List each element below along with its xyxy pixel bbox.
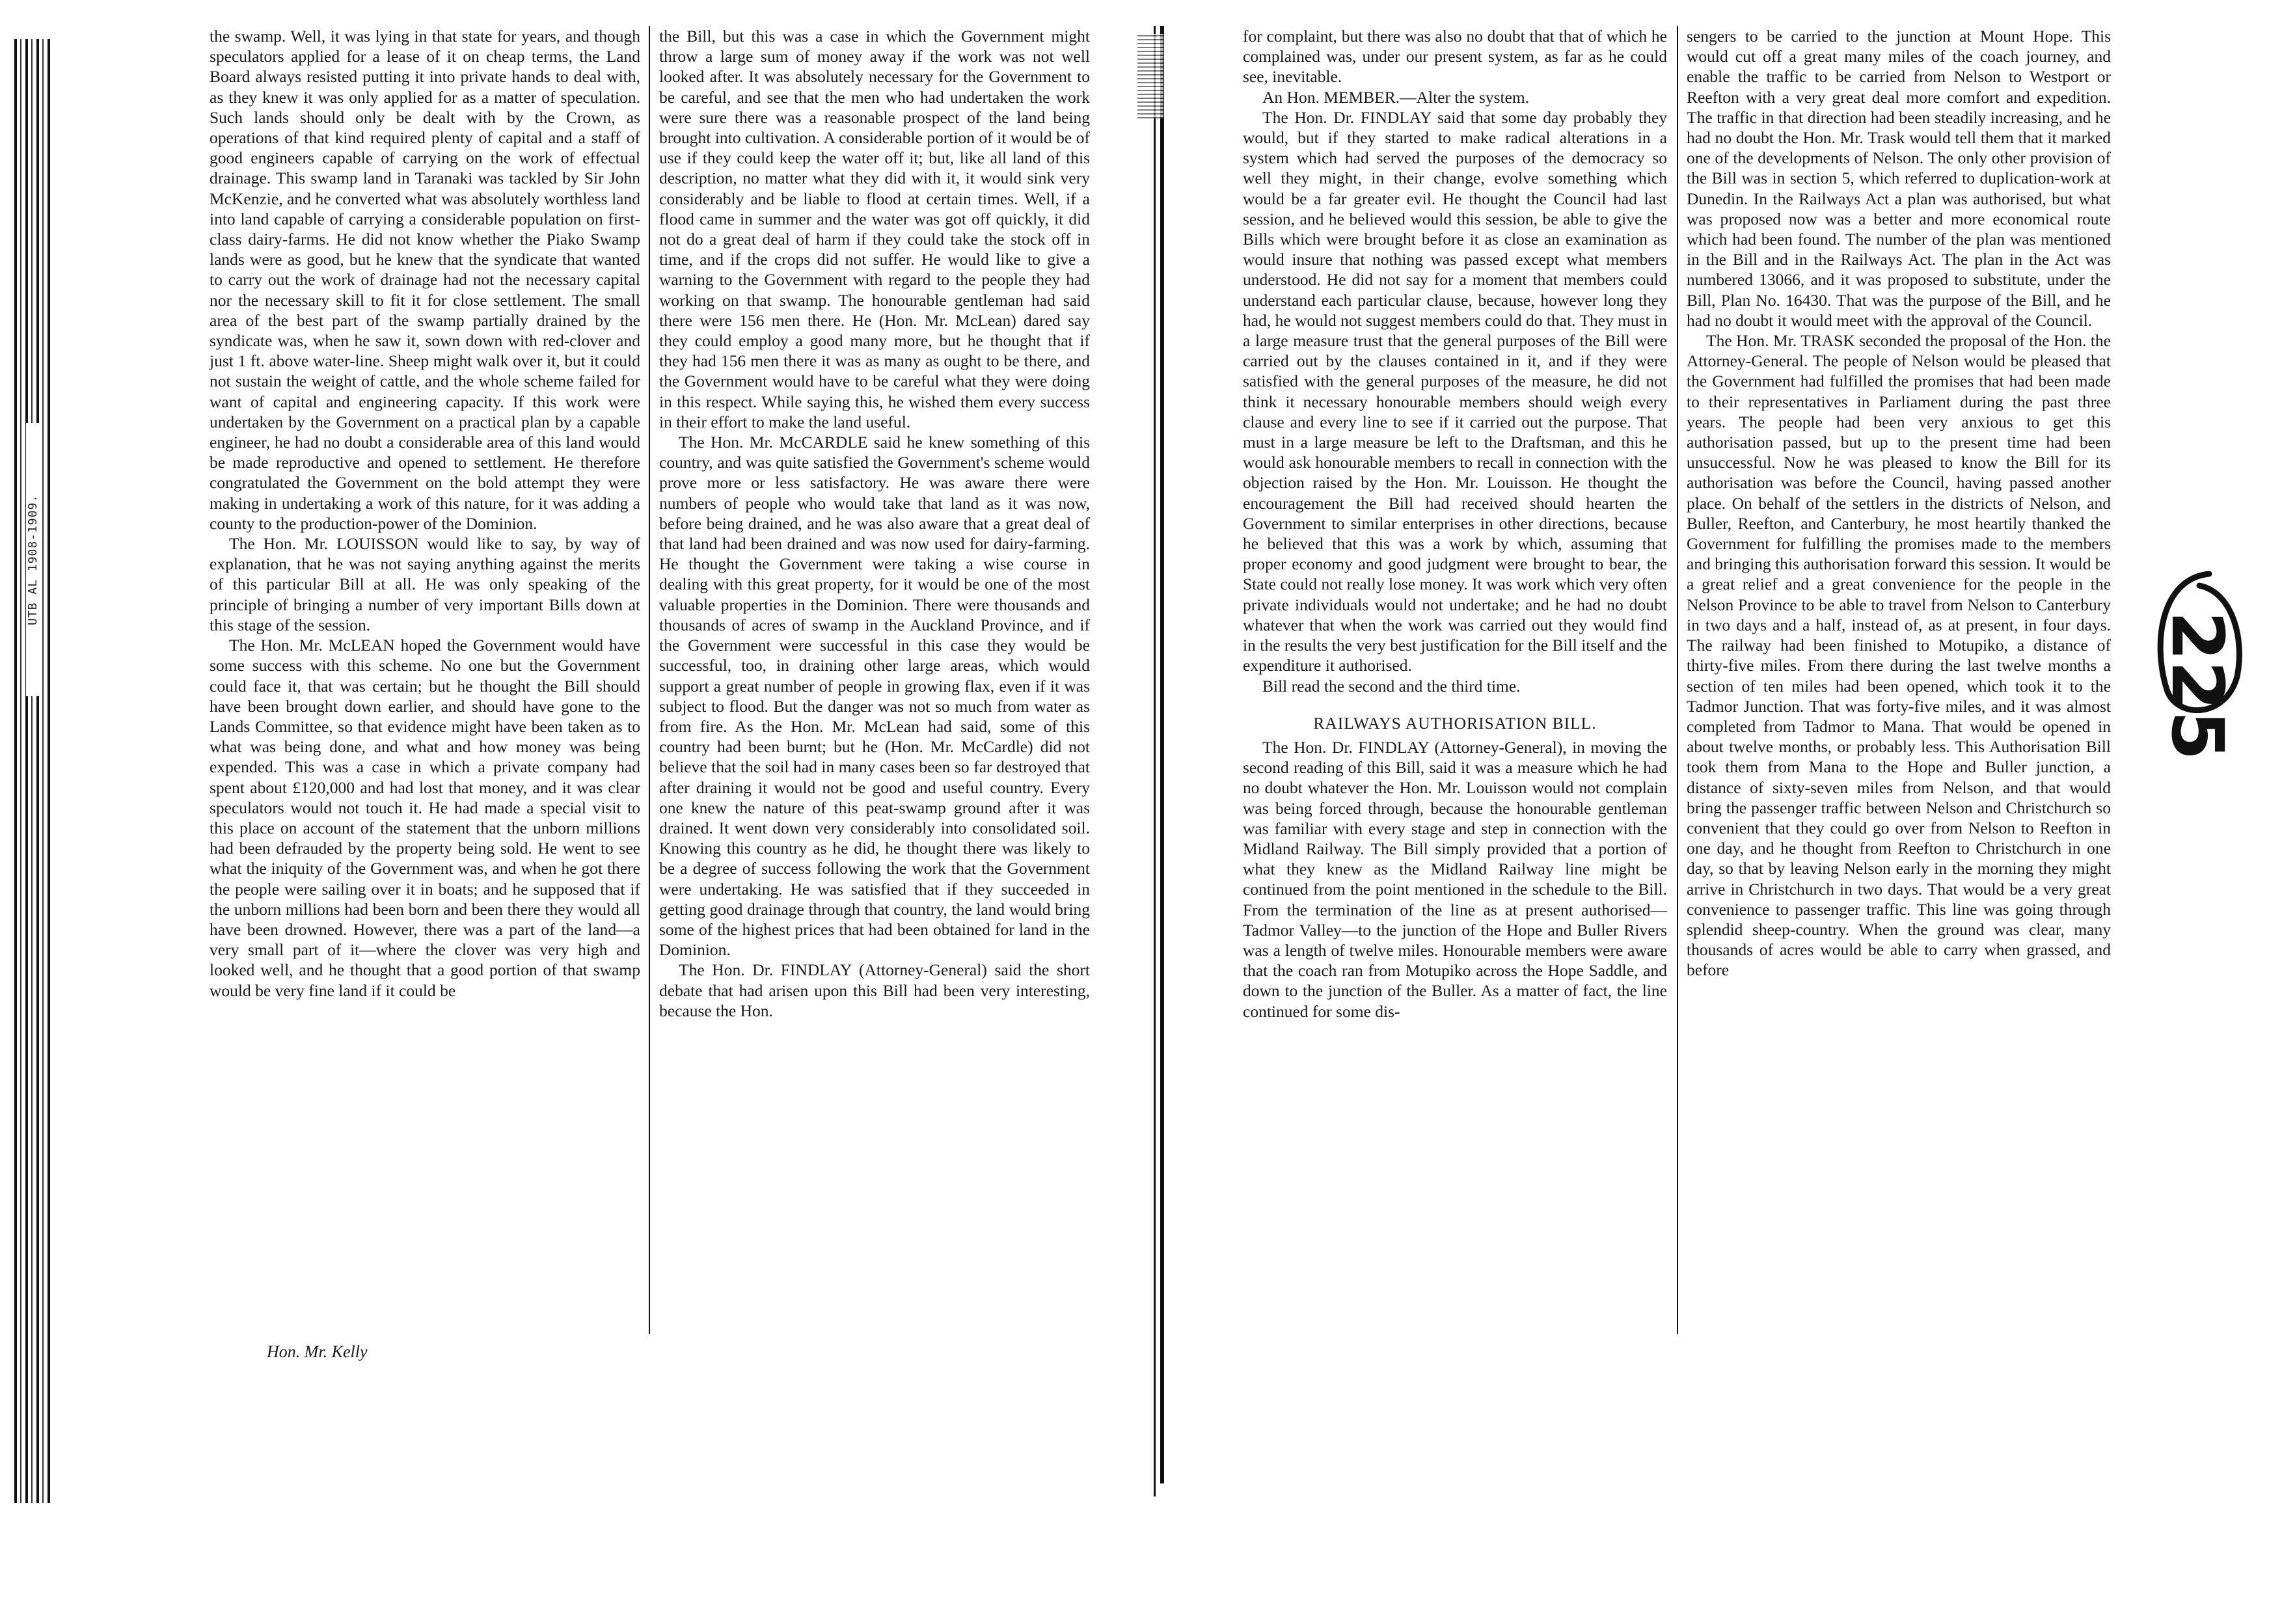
paragraph: The Hon. Dr. FINDLAY (Attorney-General) said the short debate that had arisen upon this Bill had been very interesting, because the Hon. [659,960,1090,1020]
paragraph: sengers to be carried to the junction at Mount Hope. This would cut off a great many miles of the coach journey, and enable the traffic to be carried from Nelson to Westport or Reefton with a very great deal more comfort and expedition. The traffic in that direction had been steadily increasing, and he had no doubt the Hon. Mr. Trask would tell them that it marked one of the developments of Nelson. The only other provision of the Bill was in section 5, which referred to duplication-work at Dunedin. In the Railways Act a plan was authorised, but what was proposed now was a better and more economical route which had been found. The number of the plan was mentioned in the Bill and in the Railways Act. The plan in the Act was numbered 13066, and it was proposed to substitute, under the Bill, Plan No. 16430. That was the purpose of the Bill, and he had no doubt it would meet with the approval of the Council. [1687,27,2111,330]
paragraph: the Bill, but this was a case in which the Government might throw a large sum of money away if the work was not well looked after. It was absolutely necessary for the Government to be careful, and see that the men who had undertaken the work were sure there was a reasonable prospect of the land being brought into cultivation. A considerable portion of it would be of use if they could keep the water off it; but, like all land of this description, no matter what they did with it, it would sink very considerably and be liable to flood at certain times. Well, if a flood came in summer and the water was got off quickly, it did not do a great deal of harm if they could take the stock off in time, and if the crops did not suffer. He would like to give a warning to the Government with regard to the people they had working on that swamp. The honourable gentleman had said there were 156 men there. He (Hon. Mr. McLean) dared say they could employ a good many more, but he thought that if they had 156 men there it was as many as ought to be there, and the Government would have to be careful what they were doing in this respect. While saying this, he wished them every success in their effort to make the land useful. [659,27,1090,431]
paragraph: for complaint, but there was also no doubt that that of which he complained was, under our present system, as far as he could see, inevitable. [1243,27,1667,87]
paragraph: The Hon. Dr. FINDLAY said that some day probably they would, but if they started to make radical alterations in a system which had served the purposes of the democracy so well they might, in their change, evolve something which would be a far greater evil. He thought the Council had last session, and he believed would this session, be able to give the Bills which were brought before it as close an examination as would insure that nothing was passed except what members understood. He did not say for a moment that members could understand each particular clause, because, however long they had, he would not suggest members could do that. They must in a large measure trust that the general purposes of the Bill were carried out by the clauses contained in it, and if they were satisfied with the general purposes of the measure, he did not think it necessary honourable members should weigh every clause and every line to see if it carried out the purpose. That must in a large measure be left to the Draftsman, and this he would ask honourable members to recall in connection with the objection raised by the Hon. Mr. Louisson. He thought the encouragement the Bill had received should hearten the Government to similar enterprises in other directions, because he believed that this was a work by which, assuming that proper economy and good judgment were brought to bear, the State could not really lose money. It was work which very often private individuals would not undertake; and he had no doubt whatever that when the work was carried out they would find in the results the very best justification for the Bill itself and the expenditure it authorised. [1243,107,1667,675]
page-footer: Hon. Mr. Kelly [267,1342,368,1361]
gutter-line [1154,26,1156,1496]
paragraph: The Hon. Mr. TRASK seconded the proposal of the Hon. the Attorney-General. The people of Nelson would be pleased that the Government had fulfilled the promises that had been made to their representatives in Parliament during the past three years. The people had been very anxious to get this authorisation passed, but up to the present time had been unsuccessful. Now he was pleased to know the Bill for its authorisation was before the Council, having passed another place. On behalf of the settlers in the districts of Nelson, and Buller, Reefton, and Canterbury, he most heartily thanked the Government for fulfilling the promises made to the members and bringing this authorisation forward this session. It would be a great relief and a great convenience for the people in the Nelson Province to be able to travel from Nelson to Canterbury in two days and a half, instead of, as at present, in four days. The railway had been finished to Motupiko, a distance of thirty-five miles. From there during the last twelve months a section of ten miles had been opened, which took it to the Tadmor Junction. That was forty-five miles, and it was almost completed from Tadmor to Mana. That would be opened in about twelve months, or probably less. This Authorisation Bill took them from Mana to the Hope and Buller junction, a distance of sixty-seven miles from Nelson, and that would bring the passenger traffic between Nelson and Christchurch so convenient that they could go over from Nelson to Reefton in one day, and he thought from Reefton to Christchurch in one day, so that by leaving Nelson early in the morning they might arrive in Christchurch in two days. That would be a very great convenience to passenger traffic. This line was going through splendid sheep-country. When the ground was clear, many thousands of acres would be able to carry when grassed, and before [1687,331,2111,980]
scan-artifact [1137,34,1163,118]
text-column-3 [1243,26,1667,1022]
paragraph: An Hon. MEMBER.—Alter the system. [1262,87,1530,107]
paragraph: the swamp. Well, it was lying in that state for years, and though speculators applied for a lease of it on cheap terms, the Land Board always resisted putting it into private hands to deal with, as they knew it was only applied for as a matter of speculation. Such lands should only be dealt with by the Crown, as operations of that kind required plenty of capital and a staff of good engineers capable of carrying on the work of effectual drainage. This swamp land in Taranaki was tackled by Sir John McKenzie, and he converted what was absolutely worthless land into land capable of carrying a considerable population on first-class dairy-farms. He did not know whether the Piako Swamp lands were as good, but he knew that the syndicate that wanted to carry out the work of drainage had not the necessary capital nor the necessary skill to fit it for close settlement. The small area of the best part of the swamp partially drained by the syndicate was, when he saw it, sown down with red-clover and just 1 ft. above water-line. Sheep might walk over it, but it could not sustain the weight of cattle, and the whole scheme failed for want of capital and engineering capacity. If this work were undertaken by the Government on a practical plan by a capable engineer, he had no doubt a considerable area of this land would be made reproductive and opened to settlement. He therefore congratulated the Government on the bold attempt they were making in undertaking a work of this nature, for it was adding a county to the production-power of the Dominion. [210,27,640,533]
section-heading: RAILWAYS AUTHORISATION BILL. [1313,713,1597,733]
paragraph: The Hon. Dr. FINDLAY (Attorney-General), in moving the second reading of this Bill, said it was a measure which he had no doubt whatever the Hon. Mr. Louisson would not complain was being forced through, because the honourable gentleman was familiar with every stage and step in connection with the Midland Railway. The Bill simply provided that a portion of what they knew as the Midland Railway line might be continued from the point mentioned in the schedule to the Bill. From the termination of the line as at present authorised—Tadmor Valley—to the junction of the Hope and Buller Rivers was a length of twelve miles. Honourable members were aware that the coach ran from Motupiko across the Hope Saddle, and down to the junction of the Buller. As a matter of fact, the line continued for some dis- [1243,737,1667,1021]
column-divider [649,26,650,1334]
text-column-4 [1687,26,2111,981]
spine-label: UTB AL 1908-1909. [26,423,40,696]
paragraph: The Hon. Mr. LOUISSON would like to say, by way of explanation, that he was not saying anything against the merits of this particular Bill at all. He was only speaking of the principle of bringing a number of very important Bills down at this stage of the session. [210,534,640,634]
paragraph: Bill read the second and the third time. [1262,676,1521,696]
binding-edge [14,39,53,1503]
text-column-1 [210,26,640,1001]
handwritten-page-number [2147,566,2245,761]
paragraph: The Hon. Mr. McLEAN hoped the Government would have some success with this scheme. No one but the Government could face it, that was certain; but he thought the Bill should have been brought down earlier, and should have gone to the Lands Committee, so that evidence might have been taken as to what was being done, and what and how money was being expended. This was a case in which a private company had spent about £120,000 and had lost that money, and it was clear speculators would not touch it. He had made a special visit to this place on account of the statement that the unborn millions had been defrauded by the property being sold. He went to see what the iniquity of the Government was, and when he got there the people were sailing over it in boats; and he supposed that if the unborn millions had been born and been there they would all have been drowned. However, there was a part of the land—a very small part of it—where the clover was very high and looked well, and he thought that a good portion of that swamp would be very fine land if it could be [210,636,640,1000]
page-number-text: 225 [2156,611,2239,761]
paragraph: The Hon. Mr. McCARDLE said he knew something of this country, and was quite satisfied the Government's scheme would prove more or less satisfactory. He was aware there were numbers of people who would take that land as it was now, before being drained, and he was also aware that a great deal of that land had been drained and was now used for dairy-farming. He thought the Government were taking a wise course in dealing with this great property, for it would be one of the most valuable properties in the Dominion. There were thousands and thousands of acres of swamp in the Auckland Province, and if the Government were successful in this case they would be successful, too, in draining other large areas, which would support a great number of people in growing flax, even if it was subject to flood. But the danger was not so much from water as from fire. As the Hon. Mr. McLean had said, some of this country had been burnt; but he (Hon. Mr. McCardle) did not believe that the soil had in many cases been so far destroyed that after draining it would not be good and useful country. Every one knew the nature of this peat-swamp ground after it was drained. It went down very considerably into consolidated soil. Knowing this country as he did, he thought there was likely to be a degree of success following the work that the Government were undertaking. He was satisfied that if they succeeded in getting good drainage through that country, the land would bring some of the highest prices that had been obtained for land in the Dominion. [659,433,1090,960]
text-column-2 [659,26,1090,1021]
column-divider [1677,26,1678,1334]
gutter-line [1160,26,1164,1483]
